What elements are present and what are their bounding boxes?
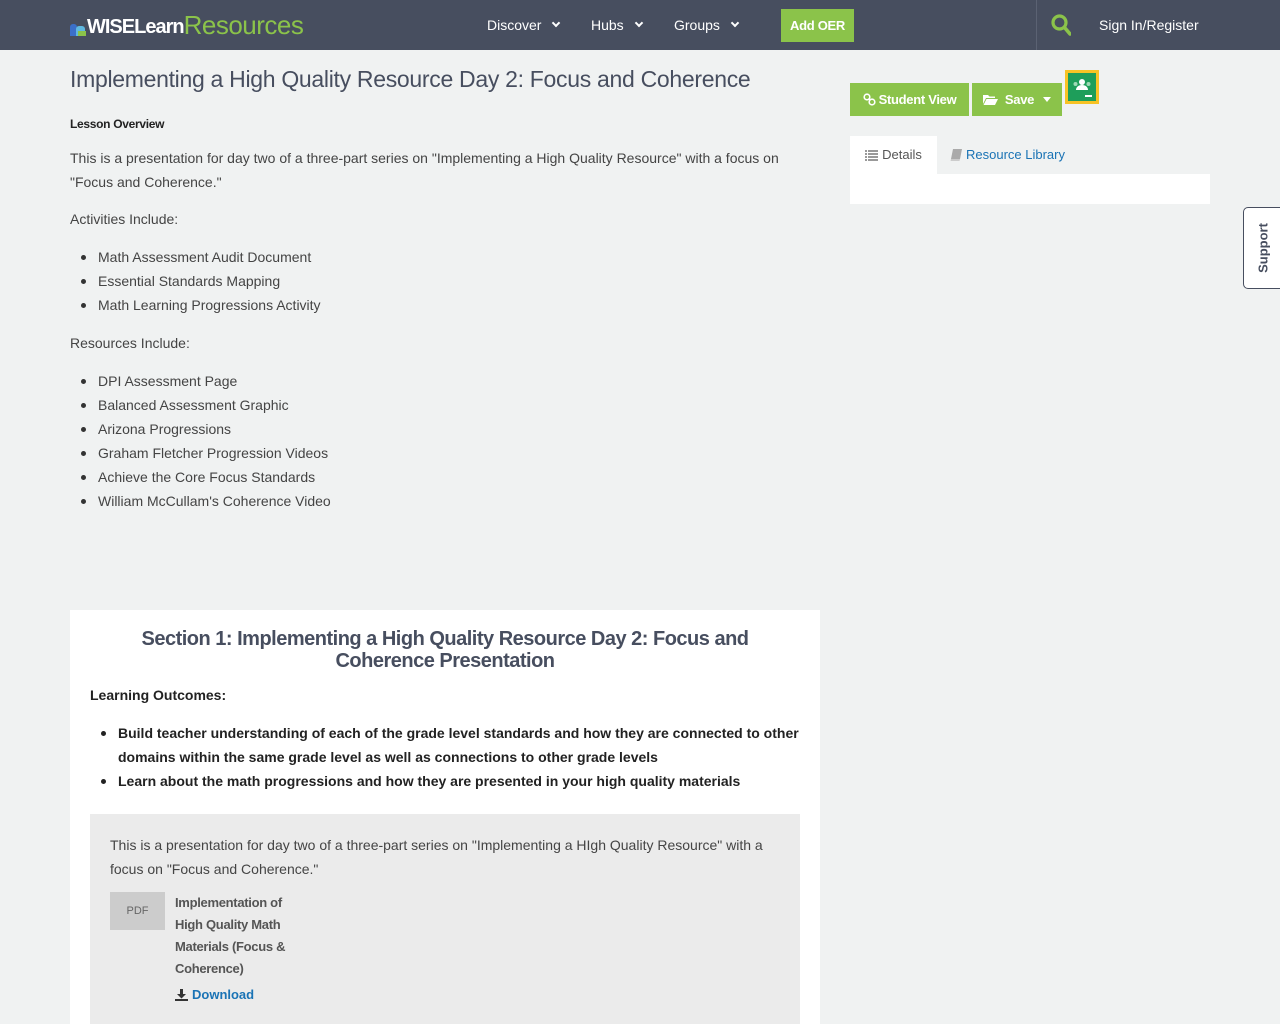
- support-tab[interactable]: [1243, 207, 1280, 289]
- student-view-label: Student View: [878, 92, 957, 107]
- sidebar-tabs: [850, 136, 1210, 174]
- save-label: Save: [1004, 92, 1035, 107]
- google-classroom-icon[interactable]: [1065, 70, 1099, 104]
- list-item: Graham Fletcher Progression Videos: [70, 441, 331, 465]
- resources-label: Resources Include:: [70, 335, 190, 351]
- nav-hubs-label: Hubs: [591, 17, 624, 33]
- logo-icon: [70, 20, 86, 36]
- nav-hubs[interactable]: [591, 0, 642, 50]
- resource-description: This is a presentation for day two of a three-part series on "Implementing a HIgh Quality Resource" with a focus on "Focus and Coherence.": [110, 837, 763, 877]
- nav-groups-label: Groups: [674, 17, 720, 33]
- lesson-overview-heading: Lesson Overview: [70, 117, 165, 131]
- tab-details-label: Details: [882, 147, 922, 162]
- lesson-description: This is a presentation for day two of a three-part series on "Implementing a High Quality Resource" with a focus on "Focus and Coherence.": [70, 150, 779, 190]
- add-oer-button[interactable]: Add OER: [781, 9, 854, 42]
- list-item: Achieve the Core Focus Standards: [70, 465, 331, 489]
- nav-discover-label: Discover: [487, 17, 542, 33]
- download-label: Download: [192, 987, 255, 1002]
- list-item: Math Learning Progressions Activity: [70, 293, 321, 317]
- book-icon: [950, 149, 962, 161]
- link-icon: [863, 93, 876, 106]
- download-icon: [175, 989, 188, 1001]
- file-title: Implementation of High Quality Math Materials (Focus & Coherence): [175, 895, 286, 976]
- nav-divider: [1036, 0, 1037, 50]
- tab-details[interactable]: [850, 136, 937, 174]
- section-card: [70, 610, 820, 1024]
- activities-label: Activities Include:: [70, 211, 179, 227]
- tab-resource-library[interactable]: [950, 136, 1065, 174]
- folder-open-icon: [983, 94, 998, 105]
- list-item: Balanced Assessment Graphic: [70, 393, 331, 417]
- list-item: Essential Standards Mapping: [70, 269, 321, 293]
- list-item: Arizona Progressions: [70, 417, 331, 441]
- activities-list: [70, 245, 321, 317]
- top-nav: [0, 0, 1280, 50]
- search-icon[interactable]: [1051, 14, 1071, 36]
- learning-outcomes-list: [90, 721, 800, 793]
- tab-resource-library-label: Resource Library: [966, 147, 1065, 162]
- list-item: Learn about the math progressions and how they are presented in your high quality materials: [90, 769, 800, 793]
- download-link[interactable]: [175, 987, 254, 1002]
- support-label: Support: [1255, 223, 1271, 273]
- list-item: Build teacher understanding of each of the grade level standards and how they are connected to other domains within the same grade level as well as connections to other grade levels: [90, 721, 800, 769]
- resources-list: [70, 369, 331, 513]
- nav-discover[interactable]: [487, 0, 559, 50]
- save-button[interactable]: [972, 83, 1062, 116]
- pdf-thumbnail[interactable]: PDF: [110, 892, 165, 930]
- page-title: Implementing a High Quality Resource Day 2: Focus and Coherence: [70, 66, 751, 92]
- chevron-down-icon: [634, 19, 642, 27]
- list-item: DPI Assessment Page: [70, 369, 331, 393]
- logo-text-wise: WISELearn: [87, 16, 184, 38]
- section-title: Section 1: Implementing a High Quality Resource Day 2: Focus and Coherence Presentation: [141, 628, 749, 672]
- student-view-button[interactable]: [850, 83, 969, 116]
- chevron-down-icon: [731, 19, 739, 27]
- resource-box: [90, 814, 800, 1024]
- nav-groups[interactable]: [674, 0, 738, 50]
- list-item: William McCullam's Coherence Video: [70, 489, 331, 513]
- wiselearn-logo[interactable]: [70, 10, 303, 40]
- caret-down-icon: [1043, 97, 1051, 102]
- list-icon: [865, 150, 878, 161]
- chevron-down-icon: [552, 19, 560, 27]
- sign-in-register-link[interactable]: Sign In/Register: [1099, 17, 1199, 33]
- logo-text-resources: Resources: [183, 10, 304, 40]
- list-item: Math Assessment Audit Document: [70, 245, 321, 269]
- details-tab-panel: [850, 174, 1210, 204]
- learning-outcomes-label: Learning Outcomes:: [90, 687, 227, 703]
